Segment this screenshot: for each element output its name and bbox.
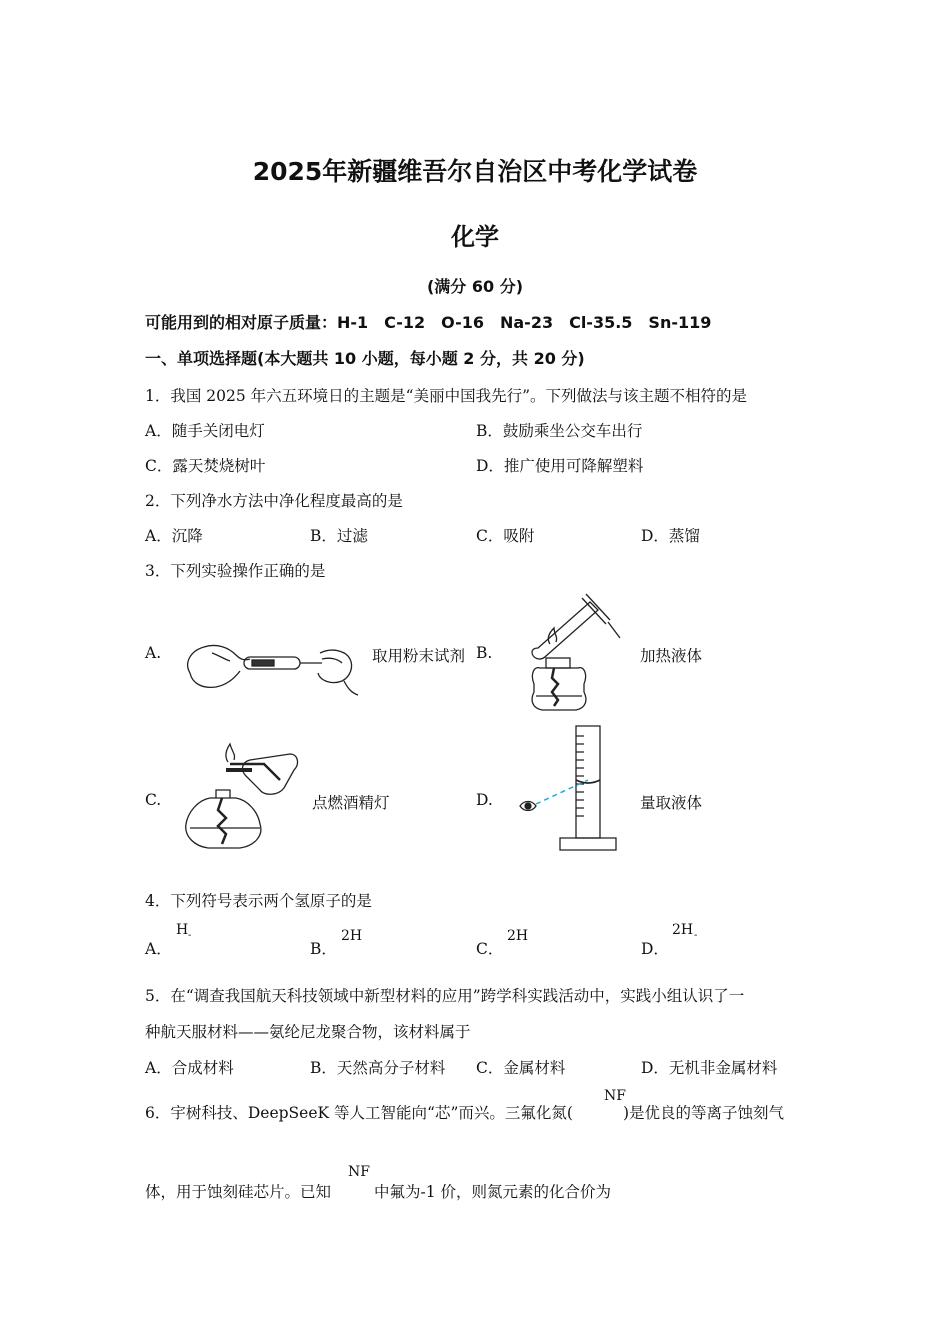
q1-option-d[interactable]: D．推广使用可降解塑料 — [476, 457, 644, 475]
question-6-stem-line2-part2: 中氟为-1 价，则氮元素的化合价为 — [374, 1183, 612, 1201]
q4-option-a-sub: - — [188, 930, 192, 941]
q3-option-b-letter[interactable]: B. — [476, 644, 493, 662]
q5-option-a[interactable]: A．合成材料 — [145, 1059, 234, 1077]
graduated-cylinder-figure — [514, 722, 624, 856]
q3-option-b-caption: 加热液体 — [640, 647, 703, 665]
question-4-stem: 4．下列符号表示两个氢原子的是 — [145, 892, 372, 910]
q3-option-a-caption: 取用粉末试剂 — [372, 647, 466, 665]
q3-option-c-caption: 点燃酒精灯 — [312, 794, 390, 812]
q2-option-d[interactable]: D．蒸馏 — [641, 527, 700, 545]
question-5-stem-line2: 种航天服材料——氨纶尼龙聚合物，该材料属于 — [145, 1023, 471, 1041]
q5-option-b[interactable]: B．天然高分子材料 — [310, 1059, 446, 1077]
q4-option-a-formula: H — [176, 922, 189, 938]
question-5-stem-line1: 5．在“调查我国航天科技领域中新型材料的应用”跨学科实践活动中，实践小组认识了一 — [145, 987, 745, 1005]
atomic-masses: 可能用到的相对原子质量：H-1 C-12 O-16 Na-23 Cl-35.5 Sn-119 — [145, 313, 712, 332]
q1-option-a[interactable]: A．随手关闭电灯 — [145, 422, 265, 440]
q1-option-c[interactable]: C．露天焚烧树叶 — [145, 457, 266, 475]
q2-option-c[interactable]: C．吸附 — [476, 527, 535, 545]
section-heading: 一、单项选择题(本大题共 10 小题，每小题 2 分，共 20 分) — [145, 349, 585, 368]
q6-formula-nf3-inline: NF — [604, 1088, 626, 1104]
q2-option-b[interactable]: B．过滤 — [310, 527, 368, 545]
subject-title: 化学 — [451, 223, 499, 251]
score-note: (满分 60 分) — [426, 277, 524, 296]
q4-option-c-letter[interactable]: C． — [476, 940, 504, 958]
q4-option-d-letter[interactable]: D． — [641, 940, 669, 958]
q3-option-a-letter[interactable]: A. — [145, 644, 162, 662]
q4-option-d-sub: - — [694, 930, 698, 941]
heating-liquid-figure — [510, 588, 630, 714]
q1-option-b[interactable]: B．鼓励乘坐公交车出行 — [476, 422, 643, 440]
q3-option-d-caption: 量取液体 — [640, 794, 703, 812]
exam-title: 2025年新疆维吾尔自治区中考化学试卷 — [252, 157, 698, 186]
q4-option-a-letter[interactable]: A． — [145, 940, 172, 958]
powder-sampling-figure — [182, 633, 362, 699]
question-6-stem-part1: 6．宇树科技、DeepSeeK 等人工智能向“芯”而兴。三氟化氮( — [145, 1104, 573, 1122]
q2-option-a[interactable]: A．沉降 — [145, 527, 203, 545]
q3-option-c-letter[interactable]: C. — [145, 791, 162, 809]
q3-option-d-letter[interactable]: D. — [476, 791, 493, 809]
question-3-stem: 3．下列实验操作正确的是 — [145, 562, 326, 580]
question-2-stem: 2．下列净水方法中净化程度最高的是 — [145, 492, 403, 510]
q4-option-d-formula: 2H — [672, 922, 694, 938]
q4-option-c-formula: 2H — [507, 928, 529, 944]
question-6-stem-part2: )是优良的等离子蚀刻气 — [623, 1104, 785, 1122]
question-6-stem-line2-part1: 体，用于蚀刻硅芯片。已知 — [145, 1183, 332, 1201]
q5-option-d[interactable]: D．无机非金属材料 — [641, 1059, 778, 1077]
q6-formula-nf3-line2: NF — [348, 1164, 370, 1180]
lighting-alcohol-lamp-figure — [180, 740, 304, 854]
question-1-stem: 1．我国 2025 年六五环境日的主题是“美丽中国我先行”。下列做法与该主题不相符的是 — [145, 387, 748, 405]
q4-option-b-formula: 2H — [341, 928, 363, 944]
q5-option-c[interactable]: C．金属材料 — [476, 1059, 566, 1077]
q4-option-b-letter[interactable]: B． — [310, 940, 337, 958]
